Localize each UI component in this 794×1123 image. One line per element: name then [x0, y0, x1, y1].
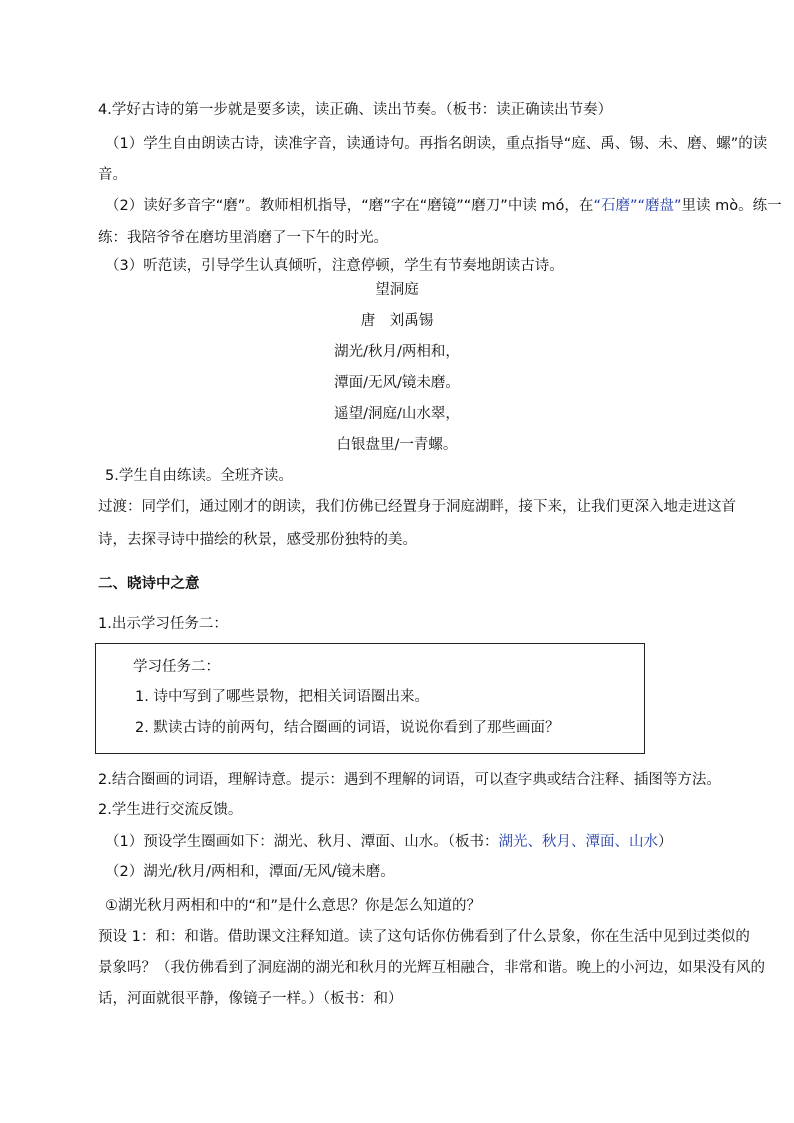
step-5: 5.学生自由练读。全班齐读。	[105, 468, 293, 484]
step-4-2-post: 里读 mò。练一	[681, 198, 782, 214]
step-4-2-line2: 练：我陪爷爷在磨坊里消磨了一下午的时光。	[98, 230, 388, 246]
feedback-2: （2）湖光/秋月/两相和，潭面/无风/镜未磨。	[105, 864, 395, 880]
task-box	[95, 643, 645, 754]
feedback-1-blue: 湖光、秋月、潭面、山水	[498, 834, 658, 850]
preset-1-line2: 景象吗？（我仿佛看到了洞庭湖的湖光和秋月的光辉互相融合，非常和谐。晚上的小河边，如果没有风的	[98, 960, 765, 976]
step-2-understand: 2.结合圈画的词语，理解诗意。提示：遇到不理解的词语，可以查字典或结合注释、插图等方法。	[98, 772, 721, 788]
poem-line-3: 遥望/洞庭/山水翠，	[334, 406, 460, 422]
step-4: 4.学好古诗的第一步就是要多读，读正确、读出节奏。（板书：读正确读出节奏）	[98, 102, 613, 118]
step-4-1-line2: 音。	[98, 167, 127, 183]
task-box-title: 学习任务二：	[133, 659, 220, 675]
transition-line2: 诗，去探寻诗中描绘的秋景，感受那份独特的美。	[98, 532, 417, 548]
question-1: ①湖光秋月两相和中的“和”是什么意思？你是怎么知道的？	[105, 898, 482, 914]
poem-title: 望洞庭	[375, 282, 419, 298]
poem-line-1: 湖光/秋月/两相和，	[334, 344, 460, 360]
poem-line-2: 潭面/无风/镜未磨。	[334, 375, 460, 391]
step-2-feedback: 2.学生进行交流反馈。	[98, 802, 243, 818]
feedback-1	[105, 832, 672, 852]
poem-line-4: 白银盘里/一青螺。	[336, 437, 458, 453]
task-box-item-2: 2. 默读古诗的前两句，结合圈画的词语，说说你看到了那些画面？	[135, 720, 560, 736]
step-4-2-pre: （2）读好多音字“磨”。教师相机指导，“磨”字在“磨镜”“磨刀”中读 mó，在	[105, 198, 594, 214]
step-1-show-task: 1.出示学习任务二：	[98, 616, 228, 632]
preset-1-line1: 预设 1：和：和谐。借助课文注释知道。读了这句话你仿佛看到了什么景象，你在生活中见到过类似的	[98, 929, 750, 945]
step-4-2-line1	[105, 196, 782, 216]
task-box-item-1: 1. 诗中写到了哪些景物，把相关词语圈出来。	[135, 689, 429, 705]
feedback-1-post: ）	[657, 834, 673, 850]
poem-author: 唐 刘禹锡	[360, 313, 434, 329]
feedback-1-pre: （1）预设学生圈画如下：湖光、秋月、潭面、山水。（板书：	[105, 834, 499, 850]
transition-line1: 过渡：同学们，通过刚才的朗读，我们仿佛已经置身于洞庭湖畔，接下来，让我们更深入地走进这首	[98, 499, 736, 515]
step-4-1-line1: （1）学生自由朗读古诗，读准字音，读通诗句。再指名朗读，重点指导“庭、禹、锡、未、磨、螺”的读	[105, 136, 768, 152]
section-heading-2: 二、晓诗中之意	[98, 576, 200, 592]
preset-1-line3: 话，河面就很平静，像镜子一样。）（板书：和）	[98, 991, 403, 1007]
step-4-2-blue: “石磨”“磨盘”	[593, 198, 682, 214]
step-4-3: （3）听范读，引导学生认真倾听，注意停顿，学生有节奏地朗读古诗。	[105, 258, 564, 274]
